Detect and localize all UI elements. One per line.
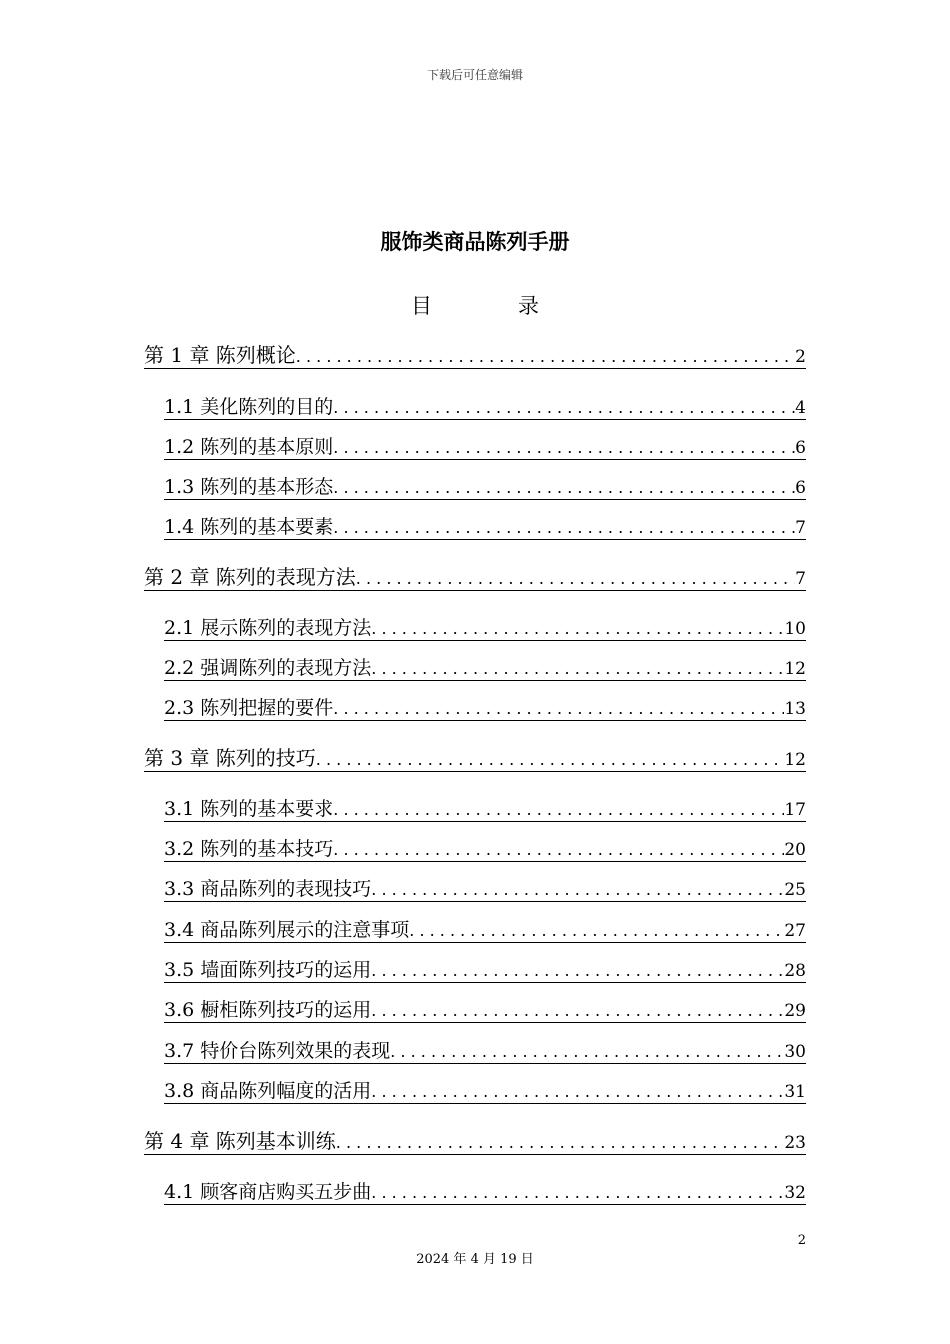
toc-entry[interactable] [164,915,806,943]
toc-entry[interactable] [144,1125,806,1155]
toc-entry-page: 31 [784,1082,806,1102]
toc-leader-dots [390,1042,784,1061]
toc-entry[interactable] [164,955,806,983]
page-number: 2 [797,1233,806,1248]
toc-entry-label: 3.8 商品陈列幅度的活用 [164,1080,372,1102]
toc-leader-dots [409,921,784,940]
toc-leader-dots [371,1183,784,1202]
toc-entry[interactable] [164,693,806,721]
toc-entry[interactable] [164,613,806,641]
toc-entry[interactable] [164,794,806,822]
toc-entry[interactable] [164,1076,806,1104]
toc-entry-page: 10 [784,619,806,639]
toc-entry-label: 2.3 陈列把握的要件 [164,697,334,719]
toc-leader-dots [371,619,784,638]
toc-entry-label: 第 4 章 陈列基本训练 [144,1129,336,1153]
toc-entry[interactable] [164,1036,806,1064]
toc-leader-dots [371,659,784,678]
toc-entry-page: 2 [795,347,806,367]
toc-entry-label: 第 1 章 陈列概论 [144,343,296,367]
toc-entry-label: 3.3 商品陈列的表现技巧 [164,878,372,900]
toc-leader-dots [371,880,784,899]
toc-entry[interactable] [144,561,806,591]
toc-entry-page: 6 [795,478,806,498]
toc-entry[interactable] [164,653,806,681]
toc-entry-label: 第 2 章 陈列的表现方法 [144,565,356,589]
toc-entry-page: 25 [784,880,806,900]
toc-heading [0,290,950,320]
toc-entry[interactable] [164,392,806,420]
toc-leader-dots [371,961,784,980]
toc-leader-dots [333,840,784,859]
toc-leader-dots [333,438,795,457]
toc-entry[interactable] [144,339,806,369]
document-title: 服饰类商品陈列手册 [380,230,570,254]
toc-entry-label: 3.1 陈列的基本要求 [164,798,334,820]
toc-entry-page: 12 [784,750,806,770]
toc-entry-page: 13 [784,699,806,719]
toc-entry-label: 3.4 商品陈列展示的注意事项 [164,919,410,941]
toc-entry-label: 3.5 墙面陈列技巧的运用 [164,959,372,981]
toc-entry-label: 4.1 顾客商店购买五步曲 [164,1181,372,1203]
toc-entry-label: 1.4 陈列的基本要素 [164,516,334,538]
toc-entry-page: 4 [795,398,806,418]
toc-entry-page: 7 [795,518,806,538]
toc-entry-page: 27 [784,921,806,941]
toc-entry-label: 2.1 展示陈列的表现方法 [164,617,372,639]
page-header: 下载后可任意编辑 [426,68,523,82]
toc-entry-label: 3.7 特价台陈列效果的表现 [164,1040,391,1062]
toc-entry[interactable] [164,472,806,500]
toc-entry-label: 1.2 陈列的基本原则 [164,436,334,458]
toc-entry[interactable] [164,1177,806,1205]
toc-leader-dots [333,478,795,497]
footer-date: 2024 年 4 月 19 日 [416,1252,534,1267]
toc-entry[interactable] [164,995,806,1023]
toc-entry[interactable] [164,432,806,460]
toc-entry[interactable] [144,742,806,772]
toc-entry[interactable] [164,874,806,902]
toc-entry-page: 23 [784,1133,806,1153]
toc-entry-label: 第 3 章 陈列的技巧 [144,746,316,770]
toc-entry-label: 1.1 美化陈列的目的 [164,396,334,418]
toc-leader-dots [371,1082,784,1101]
toc-entry[interactable] [164,834,806,862]
toc-leader-dots [371,1001,784,1020]
toc-entry[interactable] [164,512,806,540]
toc-leader-dots [296,347,795,366]
toc-leader-dots [333,800,784,819]
toc-entry-page: 29 [784,1001,806,1021]
toc-leader-dots [333,398,795,417]
toc-entry-page: 32 [784,1183,806,1203]
toc-entry-page: 30 [784,1042,806,1062]
toc-leader-dots [316,750,785,769]
toc-entry-label: 1.3 陈列的基本形态 [164,476,334,498]
toc-entry-page: 20 [784,840,806,860]
toc-entry-page: 7 [795,569,806,589]
toc-entry-label: 2.2 强调陈列的表现方法 [164,657,372,679]
toc-leader-dots [336,1133,785,1152]
toc-entry-page: 17 [784,800,806,820]
toc-heading-right: 录 [518,294,539,318]
toc-leader-dots [333,699,784,718]
toc-entry-page: 12 [784,659,806,679]
toc-entry-page: 6 [795,438,806,458]
toc-leader-dots [356,569,795,588]
toc-leader-dots [333,518,795,537]
toc-heading-left: 目 [411,294,432,318]
toc-entry-page: 28 [784,961,806,981]
toc-entry-label: 3.6 橱柜陈列技巧的运用 [164,999,372,1021]
toc-entry-label: 3.2 陈列的基本技巧 [164,838,334,860]
